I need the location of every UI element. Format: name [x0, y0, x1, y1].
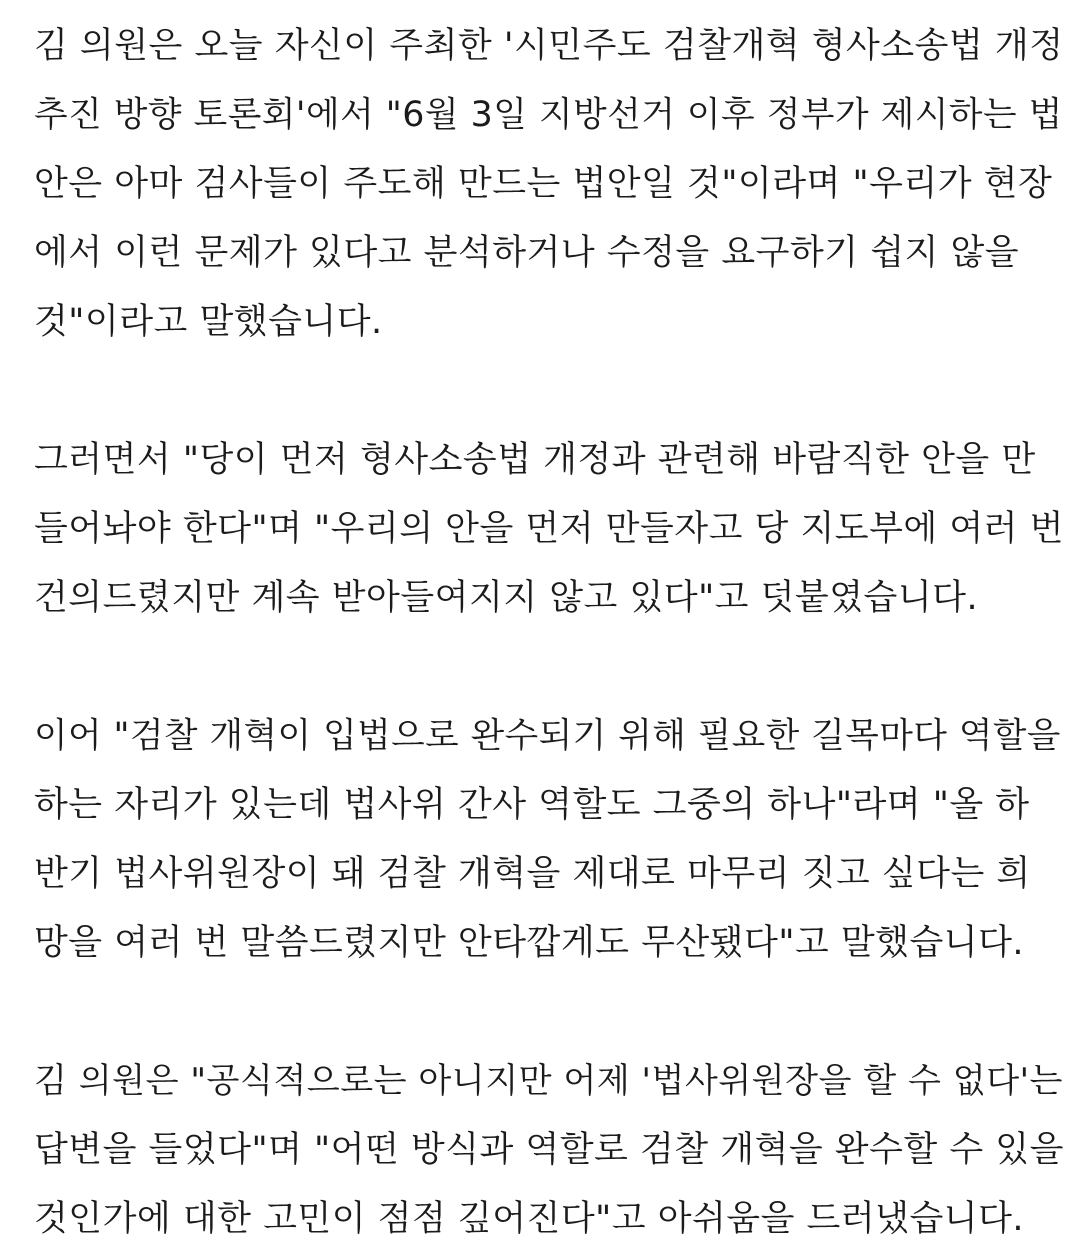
- paragraph-3: [34, 702, 1064, 978]
- text-line: 추진 방향 토론회'에서 "6월 3일 지방선거 이후 정부가 제시하는 법: [34, 95, 1063, 135]
- paragraph-4: [34, 1047, 1064, 1254]
- text-line: 것"이라고 말했습니다.: [34, 302, 383, 342]
- text-line: 망을 여러 번 말씀드렸지만 안타깝게도 무산됐다"고 말했습니다.: [34, 923, 1025, 963]
- text-line: 에서 이런 문제가 있다고 분석하거나 수정을 요구하기 쉽지 않을: [34, 233, 1020, 273]
- text-line: 안은 아마 검사들이 주도해 만드는 법안일 것"이라며 "우리가 현장: [34, 164, 1053, 204]
- text-line: 반기 법사위원장이 돼 검찰 개혁을 제대로 마무리 짓고 싶다는 희: [34, 854, 1031, 894]
- text-line: 건의드렸지만 계속 받아들여지지 않고 있다"고 덧붙였습니다.: [34, 578, 979, 618]
- paragraph-2: [34, 426, 1064, 633]
- text-line: 하는 자리가 있는데 법사위 간사 역할도 그중의 하나"라며 "올 하: [34, 785, 1030, 825]
- text-line: 그러면서 "당이 먼저 형사소송법 개정과 관련해 바람직한 안을 만: [34, 440, 1036, 480]
- paragraph-1: [34, 12, 1064, 357]
- text-line: 이어 "검찰 개혁이 입법으로 완수되기 위해 필요한 길목마다 역할을: [34, 716, 1061, 756]
- article-body: [34, 12, 1064, 1254]
- text-line: 들어놔야 한다"며 "우리의 안을 먼저 만들자고 당 지도부에 여러 번: [34, 509, 1064, 549]
- text-line: 것인가에 대한 고민이 점점 깊어진다"고 아쉬움을 드러냈습니다.: [34, 1199, 1025, 1239]
- text-line: 답변을 들었다"며 "어떤 방식과 역할로 검찰 개혁을 완수할 수 있을: [34, 1130, 1064, 1170]
- text-line: 김 의원은 오늘 자신이 주최한 '시민주도 검찰개혁 형사소송법 개정: [34, 26, 1064, 66]
- text-line: 김 의원은 "공식적으로는 아니지만 어제 '법사위원장을 할 수 없다'는: [34, 1061, 1063, 1101]
